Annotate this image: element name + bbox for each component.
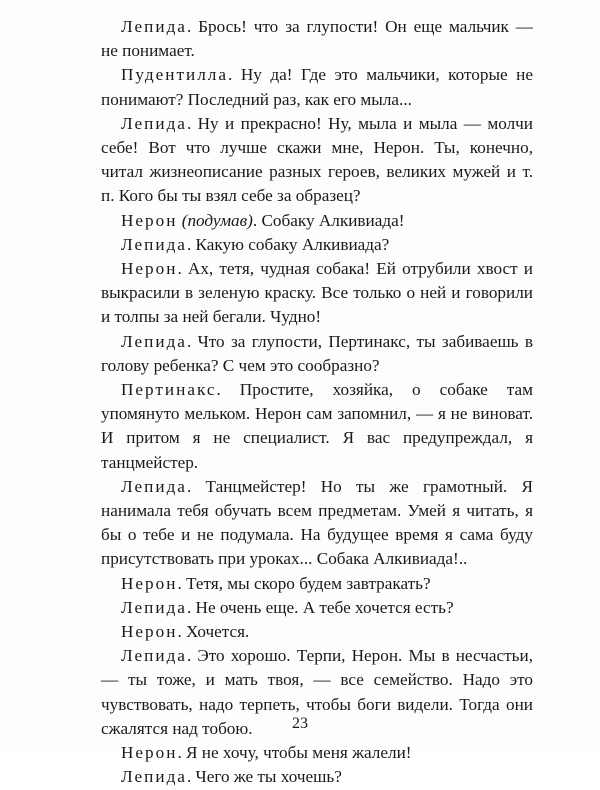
stage-direction: (подумав) xyxy=(181,210,253,230)
speech-text: . Брось! что за глупости! Он еще мальчик — не понимает. xyxy=(101,17,533,61)
speaker-name: Лепида xyxy=(121,17,187,36)
speech-text: . Ну да! Где это мальчики, которые не понимают? Последний раз, как его мыла... xyxy=(101,65,533,109)
speech-text: . Ну и прекрасно! Ну, мыла и мыла — молчи себе! Вот что лучше скажи мне, Нерон. Ты, конечно, читал жизнеописание разных героев, великих мужей и т. п. Кого бы ты взял себе за образец? xyxy=(101,113,533,206)
speaker-name: Нерон xyxy=(121,743,178,763)
paragraph xyxy=(101,596,533,620)
speech-text: . Какую собаку Алкивиада? xyxy=(186,234,390,254)
speaker-name: Нерон xyxy=(121,210,178,230)
page-number: 23 xyxy=(292,715,308,732)
paragraph xyxy=(101,233,533,257)
paragraph xyxy=(101,112,533,209)
speech-text: . Я не хочу, чтобы меня жалели! xyxy=(177,743,412,763)
speaker-name: Пертинакс xyxy=(121,380,217,400)
speech-text: . Ах, тетя, чудная собака! Ей отрубили хвост и выкрасили в зеленую краску. Все только о ней и говорили и толпы за ней бегали. Чудно! xyxy=(101,259,533,327)
paragraph xyxy=(101,620,533,644)
speech-text: . Не очень еще. А тебе хочется есть? xyxy=(186,597,454,617)
paragraph xyxy=(101,741,533,765)
paragraph xyxy=(101,378,533,475)
speaker-name: Лепида xyxy=(121,331,187,351)
paragraph xyxy=(101,572,533,596)
speaker-name: Лепида xyxy=(121,113,187,133)
speaker-name: Нерон xyxy=(121,573,178,593)
speech-text: . Хочется. xyxy=(177,622,250,642)
speaker-name: Лепида xyxy=(121,767,187,787)
text-body xyxy=(101,15,533,790)
speech-text: . Что за глупости, Пертинакс, ты забиваешь в голову ребенка? С чем это сообразно? xyxy=(101,331,533,375)
paragraph xyxy=(101,209,533,233)
speech-text: . Это хорошо. Терпи, Нерон. Мы в несчастьи, — ты тоже, и мать твоя, — все семейство. Надо это чувствовать, надо терпеть, чтобы боги видели. Тогда они сжалятся над тобою. xyxy=(101,646,533,738)
paragraph xyxy=(101,63,533,111)
paragraph xyxy=(101,15,533,63)
speaker-name: Пудентилла xyxy=(121,65,228,85)
speaker-name: Нерон xyxy=(121,622,178,642)
speech-text: . Простите, хозяйка, о собаке там упомянуто мельком. Нерон сам запомнил, — я не виноват. И притом я не специалист. Я вас предупреждал, я танцмейстер. xyxy=(101,380,533,472)
paragraph xyxy=(101,475,533,572)
speech-text: . Танцмейстер! Но ты же грамотный. Я нанимала тебя обучать всем предметам. Умей я читать, я бы о тебе и не подумала. На будущее время я сама буду присутствовать при уроках... Собака Алкивиада!.. xyxy=(101,476,533,569)
paragraph xyxy=(101,257,533,330)
speech-text: . Чего же ты хочешь? xyxy=(186,767,342,787)
paragraph xyxy=(101,765,533,789)
speaker-name: Лепида xyxy=(121,476,187,496)
speaker-name: Лепида xyxy=(121,234,187,254)
speaker-name: Нерон xyxy=(121,259,178,279)
paragraph xyxy=(101,330,533,378)
speaker-name: Лепида xyxy=(121,597,187,617)
speech-text: . Собаку Алкивиада! xyxy=(252,210,405,230)
speech-text: . Тетя, мы скоро будем завтракать? xyxy=(177,573,431,593)
speaker-name: Лепида xyxy=(121,646,187,666)
